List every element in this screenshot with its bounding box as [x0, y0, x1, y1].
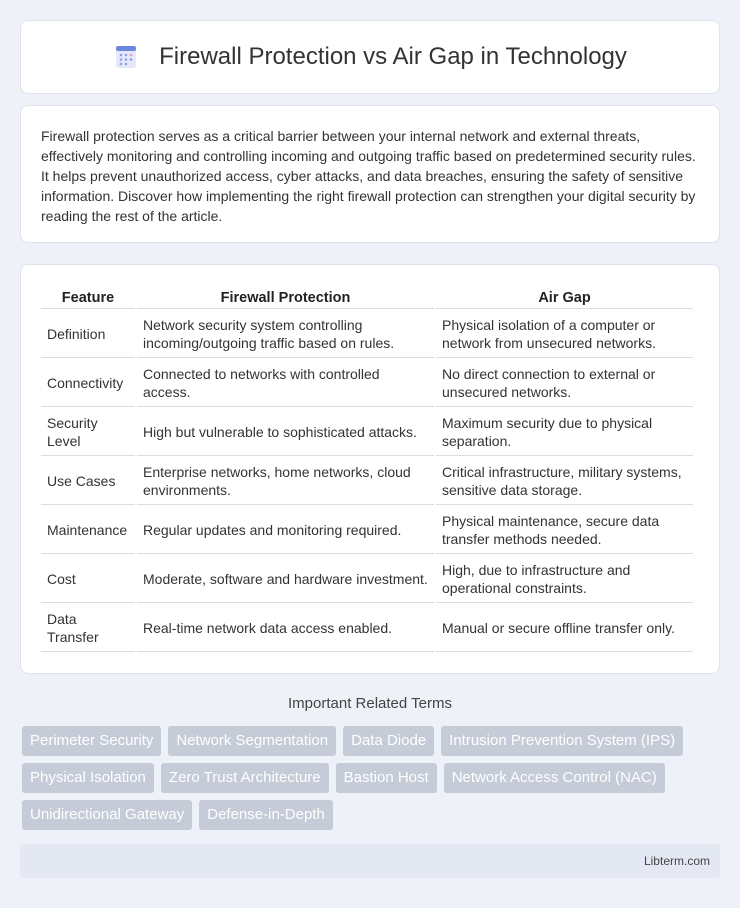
firewall-cell: Network security system controlling incoming/outgoing traffic based on rules.: [137, 311, 434, 358]
feature-cell: Definition: [41, 311, 135, 358]
header-airgap: Air Gap: [436, 287, 693, 309]
title-card: [20, 20, 720, 94]
related-term-tag[interactable]: Unidirectional Gateway: [22, 800, 192, 830]
feature-cell: Use Cases: [41, 458, 135, 505]
table-row: [41, 605, 693, 652]
related-term-tag[interactable]: Intrusion Prevention System (IPS): [441, 726, 683, 756]
related-term-tag[interactable]: Data Diode: [343, 726, 434, 756]
airgap-cell: Critical infrastructure, military systems, sensitive data storage.: [436, 458, 693, 505]
table-row: [41, 458, 693, 505]
firewall-cell: High but vulnerable to sophisticated attacks.: [137, 409, 434, 456]
related-term-tag[interactable]: Bastion Host: [336, 763, 437, 793]
related-term-tag[interactable]: Defense-in-Depth: [199, 800, 333, 830]
firewall-cell: Enterprise networks, home networks, cloud environments.: [137, 458, 434, 505]
page-title: Firewall Protection vs Air Gap in Technology: [159, 43, 627, 70]
feature-cell: Data Transfer: [41, 605, 135, 652]
header-feature: Feature: [41, 287, 135, 309]
related-term-tag[interactable]: Network Access Control (NAC): [444, 763, 665, 793]
footer-site-link[interactable]: Libterm.com: [643, 854, 710, 868]
airgap-cell: No direct connection to external or unsecured networks.: [436, 360, 693, 407]
document-list-icon: [113, 44, 139, 70]
airgap-cell: Physical maintenance, secure data transfer methods needed.: [436, 507, 693, 554]
airgap-cell: Manual or secure offline transfer only.: [436, 605, 693, 652]
related-term-tag[interactable]: Network Segmentation: [168, 726, 336, 756]
feature-cell: Security Level: [41, 409, 135, 456]
firewall-cell: Regular updates and monitoring required.: [137, 507, 434, 554]
table-row: [41, 507, 693, 554]
header-firewall: Firewall Protection: [137, 287, 434, 309]
intro-paragraph: Firewall protection serves as a critical barrier between your internal network and external threats, effectively monitoring and controlling incoming and outgoing traffic based on predetermined security rules. It helps prevent unauthorized access, cyber attacks, and data breaches, ensuring the safety of sensitive information. Discover how implementing the right firewall protection can strengthen your digital security by reading the rest of the article.: [41, 128, 696, 224]
airgap-cell: Maximum security due to physical separation.: [436, 409, 693, 456]
firewall-cell: Moderate, software and hardware investment.: [137, 556, 434, 603]
intro-card: [20, 105, 720, 243]
related-term-tag[interactable]: Perimeter Security: [22, 726, 161, 756]
table-row: [41, 311, 693, 358]
footer: [20, 844, 720, 878]
table-row: [41, 360, 693, 407]
table-header-row: [41, 287, 693, 309]
table-row: [41, 409, 693, 456]
related-term-tag[interactable]: Zero Trust Architecture: [161, 763, 329, 793]
airgap-cell: High, due to infrastructure and operational constraints.: [436, 556, 693, 603]
related-terms-title: Important Related Terms: [288, 695, 452, 712]
table-row: [41, 556, 693, 603]
related-terms-list: [22, 726, 722, 830]
comparison-table: [39, 285, 695, 654]
feature-cell: Cost: [41, 556, 135, 603]
feature-cell: Connectivity: [41, 360, 135, 407]
comparison-table-card: [20, 264, 720, 674]
airgap-cell: Physical isolation of a computer or network from unsecured networks.: [436, 311, 693, 358]
feature-cell: Maintenance: [41, 507, 135, 554]
related-term-tag[interactable]: Physical Isolation: [22, 763, 154, 793]
firewall-cell: Real-time network data access enabled.: [137, 605, 434, 652]
firewall-cell: Connected to networks with controlled access.: [137, 360, 434, 407]
